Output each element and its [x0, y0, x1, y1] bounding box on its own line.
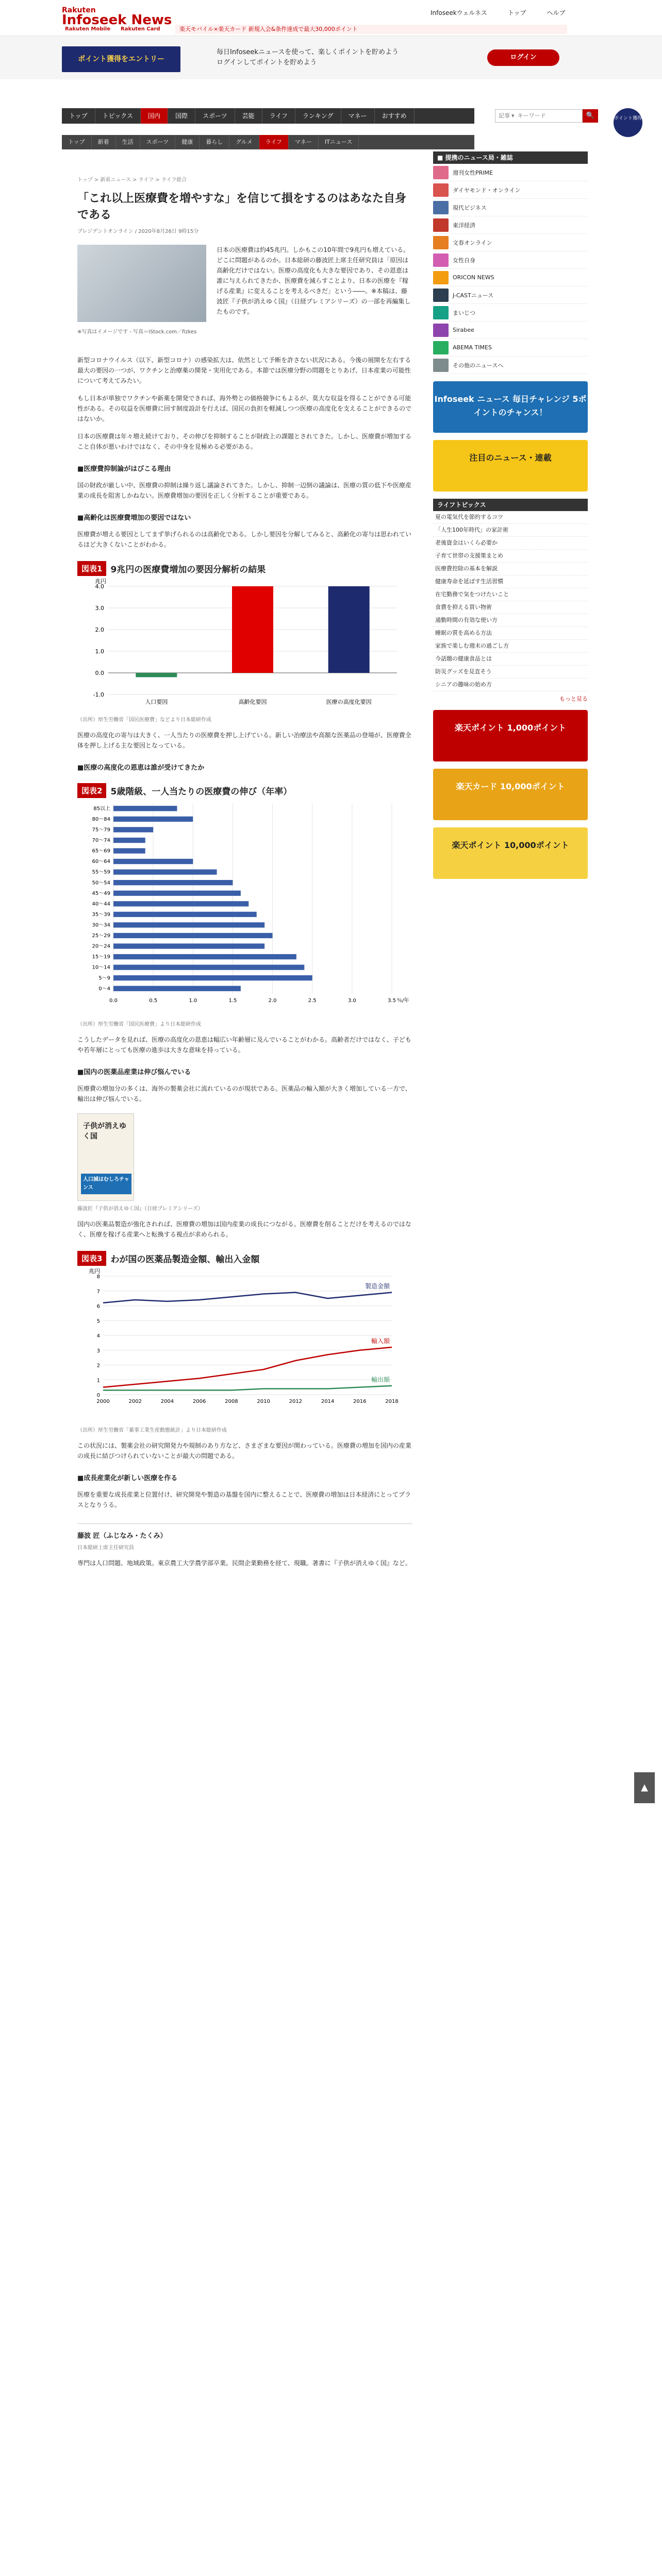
ranking-title: 食費を抑える買い物術 [435, 604, 492, 611]
logo-brand: Rakuten [62, 6, 96, 14]
sub-nav [62, 135, 474, 149]
book-cover[interactable] [77, 1113, 134, 1201]
partner-item[interactable] [433, 234, 588, 251]
y-tick-label: 5 [96, 1318, 100, 1325]
y-tick-label: 45～49 [92, 890, 110, 896]
y-tick-label: 1.0 [95, 648, 104, 655]
global-nav [62, 108, 474, 124]
partner-thumbnail [433, 324, 449, 337]
y-tick-label: 8 [96, 1274, 100, 1280]
ranking-title: 防災グッズを見直そう [435, 668, 492, 675]
partner-item[interactable] [433, 269, 588, 286]
global-nav-item[interactable]: 国内 [141, 108, 168, 124]
chart-factor-analysis [77, 576, 412, 710]
x-tick-label: 2012 [289, 1399, 303, 1404]
ad-card[interactable]: 楽天カード 10,000ポイント [433, 769, 588, 820]
paragraph: 医療を重要な成長産業と位置付け、研究開発や製造の基盤を国内に整えることで、医療費の増加は日本経済にとってプラスとなりうる。 [77, 1491, 411, 1509]
series-label: 輸出額 [371, 1376, 390, 1383]
y-tick-label: 2.0 [95, 626, 104, 633]
y-tick-label: 2 [96, 1363, 100, 1369]
bar [113, 880, 233, 885]
partner-thumbnail [433, 253, 449, 267]
section-heading: ■医療の高度化の恩恵は誰が受けてきたか [77, 764, 205, 772]
partner-name: ORICON NEWS [453, 274, 494, 281]
y-tick-label: -1.0 [93, 691, 104, 698]
paragraph: もし日本が単独でワクチンや新薬を開発できれば、海外勢との価格競争にもよるが、莫大な収益を得ることができる可能性がある。その収益を医療費に回す制度設計を行えば、国民の負担を軽減しつつ医療の高度化を支えることができるのではないか。 [77, 395, 412, 422]
section-heading: ■医療費抑制論がはびこる理由 [77, 465, 171, 473]
bar [113, 827, 153, 832]
series-line [103, 1347, 392, 1387]
global-nav-item[interactable]: おすすめ [375, 108, 415, 124]
x-tick-label: 2.5 [308, 998, 317, 1004]
x-tick-label: 3.0 [347, 998, 356, 1004]
ranking-item[interactable] [433, 537, 588, 550]
sidebar-heading: ■ 提携のニュース局・雑誌 [433, 151, 588, 164]
ranking-title: 睡眠の質を高める方法 [435, 630, 492, 636]
x-tick-label: 1.0 [189, 998, 197, 1004]
partner-thumbnail [433, 289, 449, 302]
section-heading: ■高齢化は医療費増加の要因ではない [77, 514, 191, 522]
ranking-title: 子育て世帯の支援策まとめ [435, 552, 503, 559]
ranking-title: 家族で楽しむ週末の過ごし方 [435, 642, 509, 649]
sub-nav-item[interactable]: 新着 [92, 135, 116, 149]
partner-thumbnail [433, 359, 449, 372]
ranking-item[interactable] [433, 550, 588, 563]
figure-note: （出所）厚生労働省「国民医療費」より日本総研作成 [77, 1022, 201, 1027]
photo-caption: ※写真はイメージです - 写真＝iStock.com／fizkes [77, 329, 197, 335]
y-tick-label: 35～39 [92, 911, 110, 918]
partner-item[interactable] [433, 304, 588, 321]
partner-name: J-CASTニュース [453, 292, 494, 299]
partner-name: Sirabee [453, 327, 474, 333]
ranking-title: 在宅勤務で気をつけたいこと [435, 591, 509, 598]
y-tick-label: 6 [96, 1303, 100, 1310]
top-bar [0, 0, 662, 36]
chart-age-growth [77, 798, 412, 1014]
figure-title [77, 561, 412, 576]
paragraph: こうしたデータを見れば、医療の高度化の恩恵は幅広い年齢層に及んでいることがわかる。高齢者だけではなく、子どもや若年層にとっても医療の進歩は大きな意味を持っている。 [77, 1036, 411, 1054]
bar [113, 933, 273, 938]
bar [328, 586, 370, 673]
author-role: 日本総研上席主任研究員 [77, 1545, 134, 1551]
x-tick-label: 2006 [192, 1399, 206, 1404]
figure-title [77, 1251, 412, 1266]
ranking-item[interactable] [433, 524, 588, 537]
ranking-title: 健康寿命を延ばす生活習慣 [435, 578, 503, 585]
bar [113, 806, 177, 811]
figure-tag: 図表1 [77, 561, 106, 576]
partner-name: 現代ビジネス [453, 204, 487, 211]
ranking-title: 「人生100年時代」の家計術 [435, 527, 508, 533]
ad-point-big[interactable]: 楽天ポイント 10,000ポイント [433, 827, 588, 879]
figure-title-text: 9兆円の医療費増加の要因分解析の結果 [110, 565, 266, 575]
sub-nav-item[interactable]: スポーツ [140, 135, 176, 149]
partner-name: ABEMA TIMES [453, 344, 492, 351]
figure-tag: 図表3 [77, 1251, 106, 1266]
sub-nav-item[interactable]: 生活 [116, 135, 140, 149]
partner-thumbnail [433, 183, 449, 197]
y-tick-label: 0 [96, 1393, 100, 1398]
partner-item[interactable] [433, 181, 588, 199]
ranking-list [433, 511, 588, 691]
sub-nav-item[interactable]: トップ [62, 135, 92, 149]
x-tick-label: 人口要因 [145, 699, 168, 705]
chart-pharma-trade [77, 1266, 412, 1420]
ranking-title: 医療費控除の基本を解説 [435, 565, 498, 572]
bar [113, 869, 217, 874]
partner-name: まいじつ [453, 309, 475, 316]
x-tick-label: 2010 [257, 1399, 270, 1404]
partner-name: 東洋経済 [453, 222, 475, 229]
header-links [431, 8, 566, 17]
paragraph: 医療費の増加分の多くは、海外の製薬会社に流れているのが現状である。医薬品の輸入額が大きく増加している一方で、輸出は伸び悩んでいる。 [77, 1085, 411, 1103]
bar [113, 859, 193, 864]
service-bar [62, 25, 163, 34]
partner-name: 文春オンライン [453, 239, 492, 246]
partner-thumbnail [433, 306, 449, 319]
bar [113, 986, 241, 991]
ranking-item[interactable] [433, 575, 588, 588]
banner-text [217, 47, 399, 68]
sub-nav-item[interactable]: ITニュース [319, 135, 359, 149]
ranking-item[interactable] [433, 601, 588, 614]
y-tick-label: 60～64 [92, 859, 110, 865]
sub-nav-item[interactable]: 健康 [175, 135, 200, 149]
entry-button[interactable]: ポイント獲得をエントリー [62, 46, 180, 72]
ranking-item[interactable] [433, 588, 588, 601]
y-tick-label: 7 [96, 1289, 100, 1295]
partner-thumbnail [433, 341, 449, 354]
y-tick-label: 20～24 [92, 943, 110, 950]
partner-item[interactable] [433, 339, 588, 357]
partner-item[interactable] [433, 321, 588, 339]
x-tick-label: 2002 [128, 1399, 142, 1404]
x-tick-label: 0.0 [109, 998, 118, 1004]
banner-line: ログインしてポイントを貯めよう [217, 59, 317, 66]
bar [113, 922, 264, 927]
partner-item[interactable] [433, 286, 588, 304]
y-tick-label: 80～84 [92, 816, 110, 822]
partner-thumbnail [433, 218, 449, 232]
partner-name: その他のニュースへ [453, 362, 504, 369]
y-tick-label: 0～4 [98, 986, 110, 992]
paragraph: 医療の高度化の寄与は大きく、一人当たりの医療費を押し上げている。新しい治療法や高額な医薬品の登場が、医療費全体を押し上げる主な要因となっている。 [77, 732, 411, 749]
author-name: 藤波 匠（ふじなみ・たくみ） [77, 1532, 167, 1540]
bar [113, 975, 312, 980]
y-tick-label: 30～34 [92, 922, 110, 928]
logo-title: Infoseek News [62, 12, 172, 28]
bar [113, 817, 193, 822]
ranking-item[interactable] [433, 563, 588, 575]
bar [113, 901, 249, 906]
y-tick-label: 55～59 [92, 869, 110, 875]
paragraph: 医療費が増える要因としてまず挙げられるのは高齢化である。しかし要因を分解してみると、高齢化の寄与は思われているほど大きくないことがわかる。 [77, 531, 412, 548]
sub-nav-item[interactable]: グルメ [229, 135, 259, 149]
sidebar-heading: ライフトピックス [433, 499, 588, 511]
paragraph: 日本の医療費は年々増え続けており、その伸びを抑制することが財政上の課題とされてきた。しかし、医療費が増加すること自体が悪いわけではなく、その中身を見極める必要がある。 [77, 433, 412, 450]
partner-thumbnail [433, 166, 449, 179]
ranking-item[interactable] [433, 511, 588, 524]
partner-name: 週刊女性PRIME [453, 169, 493, 176]
y-tick-label: 10～14 [92, 964, 110, 971]
x-tick-label: 2014 [321, 1399, 335, 1404]
header-link[interactable]: ヘルプ [547, 9, 566, 16]
y-axis-label: 兆円 [95, 578, 106, 585]
y-tick-label: 85以上 [93, 806, 110, 812]
y-tick-label: 15～19 [92, 954, 110, 960]
bar [113, 891, 241, 896]
sidebar [433, 144, 588, 879]
y-tick-label: 1 [96, 1378, 100, 1384]
y-tick-label: 40～44 [92, 901, 110, 907]
book-tagline: 人口減はむしろチャンス [81, 1174, 131, 1194]
x-tick-label: 0.5 [149, 998, 158, 1004]
ranking-title: シニアの趣味の始め方 [435, 681, 492, 688]
ranking-title: 通勤時間の有効な使い方 [435, 617, 498, 623]
service-link[interactable]: Rakuten Card [121, 26, 160, 32]
series-line [103, 1386, 392, 1391]
partner-list [433, 164, 588, 374]
partner-name: 女性自身 [453, 257, 475, 264]
bar [232, 586, 273, 673]
partner-thumbnail [433, 271, 449, 284]
y-tick-label: 3.0 [95, 605, 104, 612]
global-nav-item[interactable]: トピックス [95, 108, 141, 124]
breadcrumb: トップ > 新着ニュース > ライフ > ライフ総合 [77, 177, 187, 183]
y-tick-label: 70～74 [92, 838, 110, 844]
global-nav-item[interactable]: スポーツ [195, 108, 235, 124]
ad-point[interactable]: 楽天ポイント 1,000ポイント [433, 710, 588, 761]
login-button[interactable]: ログイン [487, 49, 559, 66]
x-tick-label: 3.5 [388, 998, 396, 1004]
x-tick-label: 医療の高度化要因 [326, 699, 372, 705]
partner-item[interactable] [433, 199, 588, 216]
x-tick-label: 高齢化要因 [238, 699, 267, 705]
bar [113, 912, 257, 917]
banner-line: 毎日Infoseekニュースを使って、楽しくポイントを貯めよう [217, 48, 399, 56]
ranking-item[interactable] [433, 640, 588, 653]
ranking-item[interactable] [433, 614, 588, 627]
ad-daily-challenge[interactable]: Infoseek ニュース 毎日チャレンジ 5ポイントのチャンス！ [433, 381, 588, 433]
global-nav-item[interactable]: 芸能 [235, 108, 262, 124]
x-tick-label: 2000 [96, 1399, 110, 1404]
y-tick-label: 50～54 [92, 880, 110, 886]
article-photo[interactable] [77, 245, 206, 322]
series-line [103, 1293, 392, 1303]
sub-nav-item[interactable]: ライフ [259, 135, 289, 149]
x-tick-label: 2018 [385, 1399, 399, 1404]
ranking-item[interactable] [433, 627, 588, 640]
figure-title-text: 5歳階級、一人当たりの医療費の伸び（年率） [110, 787, 292, 797]
y-tick-label: 65～69 [92, 848, 110, 854]
bar [113, 964, 304, 970]
global-nav-item[interactable]: ランキング [295, 108, 341, 124]
ranking-item[interactable] [433, 679, 588, 691]
lead-block [77, 245, 412, 348]
header-link[interactable]: トップ [507, 9, 526, 16]
author-box [77, 1523, 412, 1568]
ranking-title: 夏の電気代を節約するコツ [435, 514, 503, 520]
x-tick-label: 2004 [160, 1399, 174, 1404]
book-title: 子供が消えゆく国 [83, 1122, 126, 1141]
y-tick-label: 4 [96, 1333, 100, 1339]
paragraph: 新型コロナウイルス（以下、新型コロナ）の感染拡大は、依然として予断を許さない状況にある。今後の展開を左右する最大の要因の一つが、ワクチンと治療薬の開発・実用化である。本節では医療分野の問題をとりあげ、日本産業の可能性について考えてみたい。 [77, 357, 411, 384]
search-input[interactable] [495, 109, 583, 123]
bar [113, 848, 145, 853]
paragraph: 国の財政が厳しい中、医療費の抑制は繰り返し議論されてきた。しかし、抑制一辺倒の議論は、医療の質の低下や医療産業の成長を阻害しかねない。医療費増加の要因を正しく分析することが重要である。 [77, 482, 412, 499]
x-tick-label: 2.0 [268, 998, 277, 1004]
partner-name: ダイヤモンド・オンライン [453, 187, 521, 194]
search-icon[interactable]: 🔍 [583, 109, 598, 123]
figure-title-text: わが国の医薬品製造金額、輸出入金額 [110, 1255, 260, 1265]
article-title: 「これ以上医療費を増やすな」を信じて損をするのはあなた自身である [77, 192, 407, 222]
lead-text: 日本の医療費は約45兆円。しかもこの10年間で9兆円も増えている。どこに問題があるのか。日本総研の藤波匠上席主任研究員は「原因は高齢化だけではない。医療の高度化も大きな要因であり、その恩恵は誰に与えられてきたか、医療費を減らすことより、日本の医療を『稼げる産業』に変えることを考えるべきだ」という――。※本稿は、藤波匠『子供が消えゆく国』（日経プレミアシリーズ）の一部を再編集したものです。 [217, 246, 411, 315]
article [77, 191, 412, 1568]
partner-thumbnail [433, 236, 449, 249]
sub-nav-item[interactable]: マネー [289, 135, 319, 149]
ranking-title: 今話題の健康食品とは [435, 655, 492, 662]
global-nav-item[interactable]: マネー [341, 108, 375, 124]
ad-featured[interactable]: 注目のニュース・連載 [433, 440, 588, 492]
partner-item[interactable] [433, 357, 588, 374]
section-heading: ■国内の医薬品産業は伸び悩んでいる [77, 1069, 191, 1076]
bar [113, 954, 296, 959]
bar [113, 943, 264, 948]
more-link[interactable]: もっと見る [559, 696, 588, 702]
service-link[interactable]: Rakuten Mobile [65, 26, 110, 32]
figure-note: （出所）厚生労働省「国民医療費」などより日本総研作成 [77, 717, 211, 723]
paragraph: この状況には、製薬会社の研究開発力や規制のあり方など、さまざまな要因が関わっている。医療費の増加を国内の産業の成長に結びつけられていないことが最大の問題である。 [77, 1442, 411, 1460]
scroll-top-button[interactable]: ▲ [634, 1772, 655, 1803]
section-heading: ■成長産業化が新しい医療を作る [77, 1475, 178, 1482]
x-tick-label: 2016 [353, 1399, 367, 1404]
bar [113, 838, 145, 843]
book-caption: 藤波匠『子供が消えゆく国』（日経プレミアシリーズ） [77, 1206, 203, 1212]
article-meta: プレジデントオンライン / 2020年8月26日 9時15分 [77, 229, 199, 234]
global-nav-item[interactable]: 国際 [168, 108, 195, 124]
global-nav-item[interactable]: ライフ [262, 108, 295, 124]
global-nav-item[interactable]: トップ [62, 108, 95, 124]
y-tick-label: 75～79 [92, 827, 110, 833]
partner-item[interactable] [433, 164, 588, 181]
y-tick-label: 3 [96, 1348, 100, 1354]
header-link[interactable]: Infoseekウェルネス [431, 9, 487, 16]
figure-tag: 図表2 [77, 783, 106, 798]
y-axis-label: 兆円 [89, 1268, 100, 1275]
partner-item[interactable] [433, 216, 588, 234]
y-tick-label: 25～29 [92, 933, 110, 939]
sub-nav-item[interactable]: 暮らし [200, 135, 229, 149]
x-tick-label: 1.5 [228, 998, 237, 1004]
series-label: 製造金額 [365, 1282, 390, 1290]
author-bio: 専門は人口問題、地域政策。東京農工大学農学部卒業。民間企業勤務を経て、現職。著書に『子供が消えゆく国』など。 [77, 1560, 411, 1567]
figure-note: （出所）厚生労働省「薬事工業生産動態統計」より日本総研作成 [77, 1428, 227, 1433]
x-tick-label: 2008 [225, 1399, 238, 1404]
y-tick-label: 5～9 [98, 975, 110, 981]
figure-title [77, 783, 412, 798]
bar [136, 673, 177, 677]
promo-banner[interactable]: 楽天モバイル×楽天カード 新規入会&条件達成で最大30,000ポイント [175, 25, 567, 34]
partner-item[interactable] [433, 251, 588, 269]
ranking-item[interactable] [433, 653, 588, 666]
floating-point-button[interactable]: ポイント獲得 [614, 108, 642, 137]
y-tick-label: 4.0 [95, 583, 104, 590]
y-tick-label: 0.0 [95, 670, 104, 676]
ranking-title: 老後資金はいくら必要か [435, 539, 498, 546]
x-axis-label: ％/年 [397, 998, 409, 1004]
paragraph: 国内の医薬品製造が強化されれば、医療費の増加は国内産業の成長につながる。医療費を削ることだけを考えるのではなく、医療を稼げる産業へと転換する視点が求められる。 [77, 1221, 411, 1238]
partner-thumbnail [433, 201, 449, 214]
point-banner [0, 36, 662, 79]
series-label: 輸入額 [371, 1337, 390, 1345]
ranking-item[interactable] [433, 666, 588, 679]
